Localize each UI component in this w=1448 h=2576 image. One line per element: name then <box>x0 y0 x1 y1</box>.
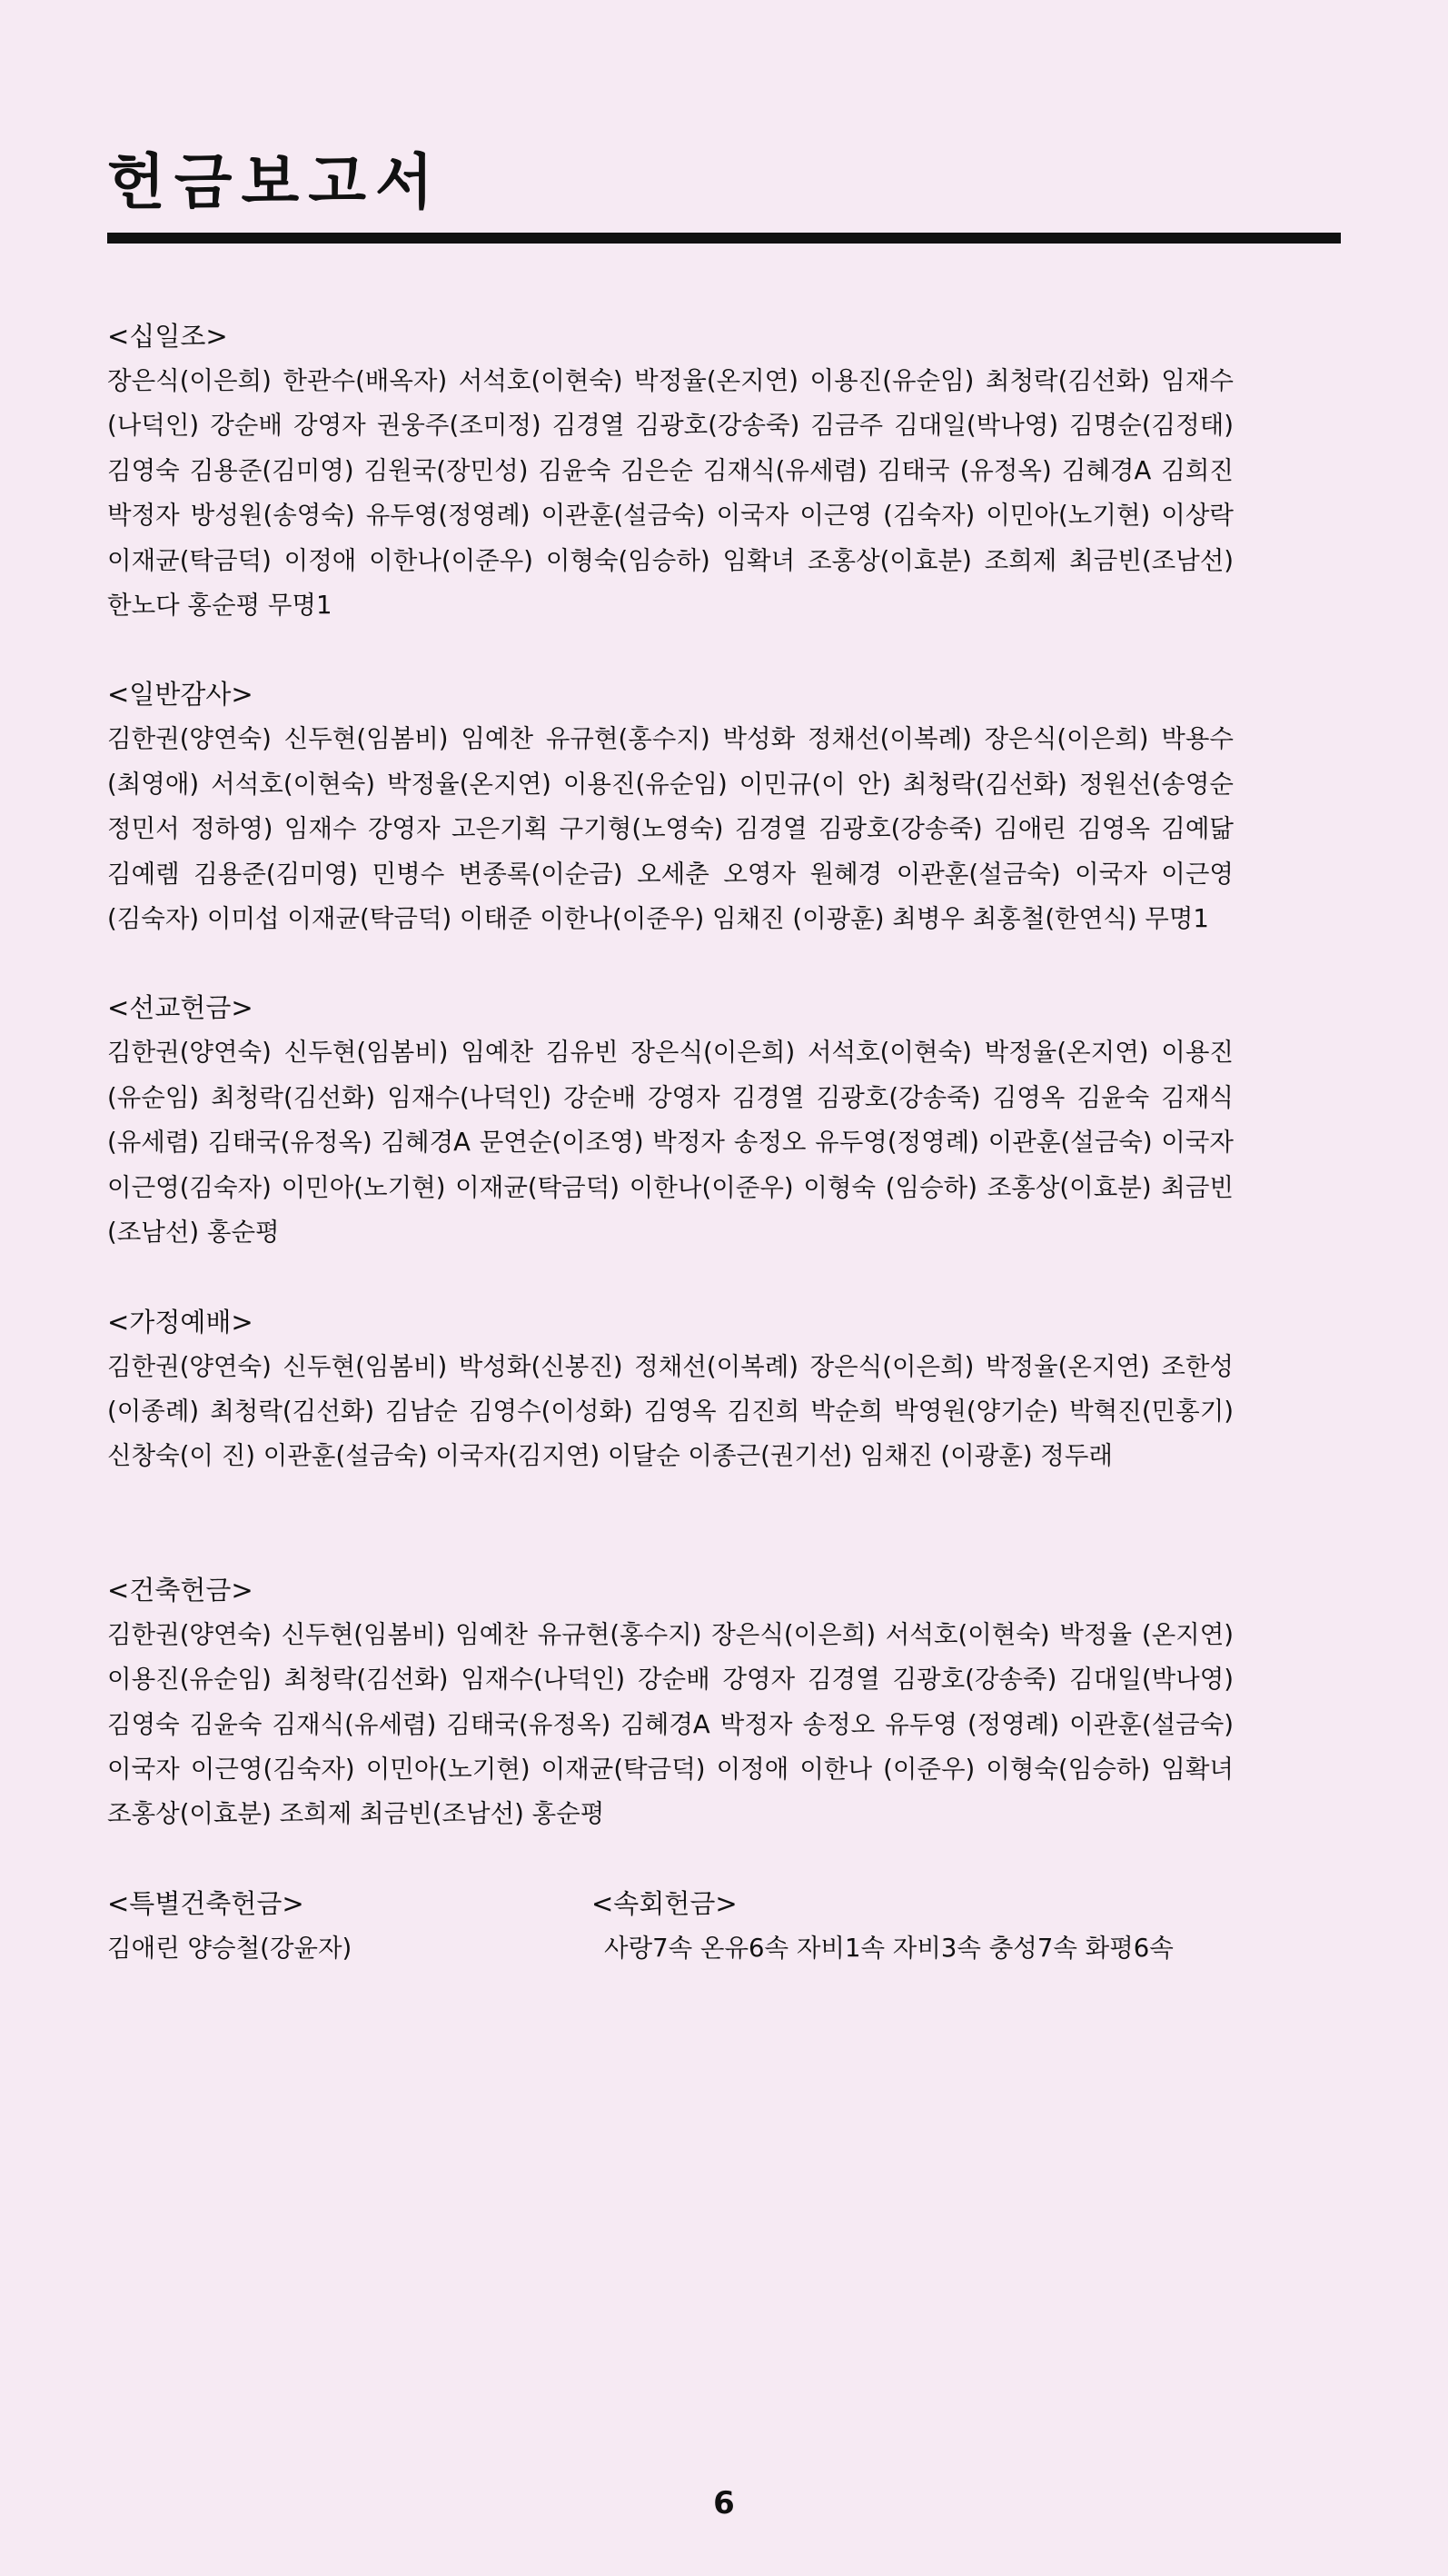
title-divider <box>107 233 1341 244</box>
section-special-building <box>107 1882 561 1971</box>
section-spacer <box>107 941 1234 986</box>
section-heading-general-thanks: <일반감사> <box>107 679 253 711</box>
section-heading-family-worship: <가정예배> <box>107 1306 253 1338</box>
section-names-special-building: 김애린 양승철(강윤자) <box>107 1933 352 1963</box>
page-title: 헌금보고서 <box>107 147 442 217</box>
section-spacer <box>107 1479 1234 1568</box>
page-number: 6 <box>713 2485 735 2521</box>
section-heading-mission: <선교헌금> <box>107 992 253 1024</box>
section-heading-special-building: <특별건축헌금> <box>107 1887 304 1919</box>
section-spacer <box>107 628 1234 672</box>
section-spacer <box>107 1837 1234 1882</box>
section-names-general-thanks: 김한권(양연숙) 신두현(임봄비) 임예찬 유규현(홍수지) 박성화 정채선(이복례) 장은식(이은희) 박용수(최영애) 서석호(이현숙) 박정율(온지연) 이용진(유순임) 이민규(이 안) 최청락(김선화) 정원선(송영순 정민서 정하영) 임재수 강영자 고은기획 구기형(노영숙) 김경열 김광호(강송죽) 김애린 김영옥 김예닮 김예렘 김용준(김미영) 민병수 변종록(이순금) 오세춘 오영자 원혜경 이관훈(설금숙) 이국자 이근영(김숙자) 이미섭 이재균(탁금덕) 이태준 이한나(이준우) 임채진 (이광훈) 최병우 최홍철(한연식) 무명1 <box>107 724 1234 934</box>
section-heading-building: <건축헌금> <box>107 1574 253 1606</box>
section-names-mission: 김한권(양연숙) 신두현(임봄비) 임예찬 김유빈 장은식(이은희) 서석호(이현숙) 박정율(온지연) 이용진(유순임) 최청락(김선화) 임재수(나덕인) 강순배 강영자 김경열 김광호(강송죽) 김영옥 김윤숙 김재식(유세렴) 김태국(유정옥) 김혜경A 문연순(이조영) 박정자 송정오 유두영(정영례) 이관훈(설금숙) 이국자 이근영(김숙자) 이민아(노기현) 이재균(탁금덕) 이한나(이준우) 이형숙 (임승하) 조홍상(이효분) 최금빈(조남선) 홍순평 <box>107 1038 1234 1248</box>
section-spacer <box>107 1256 1234 1300</box>
section-general-thanks <box>107 672 1234 941</box>
section-building <box>107 1568 1234 1837</box>
section-family-worship <box>107 1300 1234 1479</box>
section-names-family-worship: 김한권(양연숙) 신두현(임봄비) 박성화(신봉진) 정채선(이복례) 장은식(이은희) 박정율(온지연) 조한성(이종례) 최청락(김선화) 김남순 김영수(이성화) 김영옥 김진희 박순희 박영원(양기순) 박혁진(민홍기) 신창숙(이 진) 이관훈(설금숙) 이국자(김지연) 이달순 이종근(권기선) 임채진 (이광훈) 정두래 <box>107 1351 1234 1471</box>
section-names-building: 김한권(양연숙) 신두현(임봄비) 임예찬 유규현(홍수지) 장은식(이은희) 서석호(이현숙) 박정율 (온지연) 이용진(유순임) 최청락(김선화) 임재수(나덕인) 강순배 강영자 김경열 김광호(강송죽) 김대일(박나영) 김영숙 김윤숙 김재식(유세렴) 김태국(유정옥) 김혜경A 박정자 송정오 유두영 (정영례) 이관훈(설금숙) 이국자 이근영(김숙자) 이민아(노기현) 이재균(탁금덕) 이정애 이한나 (이준우) 이형숙(임승하) 임확녀 조홍상(이효분) 조희제 최금빈(조남선) 홍순평 <box>107 1619 1234 1829</box>
bottom-sections-row <box>107 1882 1234 1971</box>
section-mission <box>107 986 1234 1255</box>
section-tithe <box>107 314 1234 628</box>
section-class-meeting <box>591 1882 1245 1971</box>
offering-report-body <box>107 314 1234 1971</box>
section-names-tithe: 장은식(이은희) 한관수(배옥자) 서석호(이현숙) 박정율(온지연) 이용진(유순임) 최청락(김선화) 임재수(나덕인) 강순배 강영자 권웅주(조미정) 김경열 김광호(강송죽) 김금주 김대일(박나영) 김명순(김정태) 김영숙 김용준(김미영) 김원국(장민성) 김윤숙 김은순 김재식(유세렴) 김태국 (유정옥) 김혜경A 김희진 박정자 방성원(송영숙) 유두영(정영례) 이관훈(설금숙) 이국자 이근영 (김숙자) 이민아(노기현) 이상락 이재균(탁금덕) 이정애 이한나(이준우) 이형숙(임승하) 임확녀 조홍상(이효분) 조희제 최금빈(조남선) 한노다 홍순평 무명1 <box>107 366 1234 621</box>
section-heading-class-meeting: <속회헌금> <box>591 1887 738 1919</box>
section-heading-tithe: <십일조> <box>107 321 228 352</box>
section-names-class-meeting: 사랑7속 온유6속 자비1속 자비3속 충성7속 화평6속 <box>604 1933 1174 1963</box>
